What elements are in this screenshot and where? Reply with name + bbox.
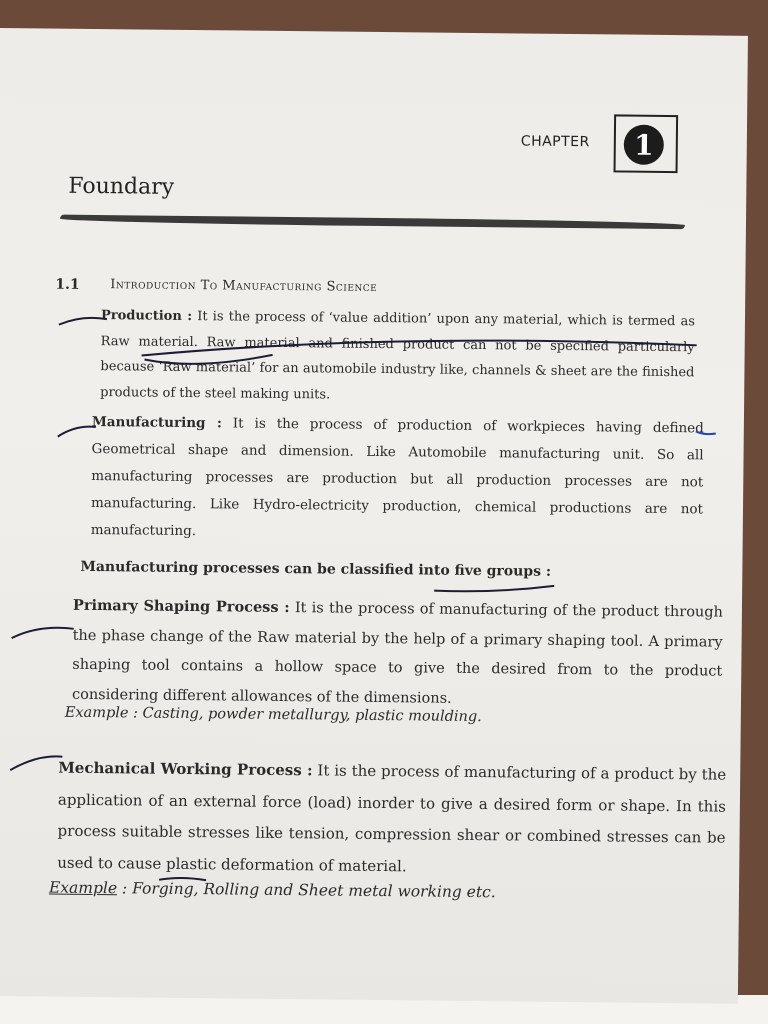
chapter-label: CHAPTER <box>520 133 590 151</box>
example-text: : Forging, Rolling and Sheet metal working etc. <box>116 879 496 902</box>
section-title: Introduction To Manufacturing Science <box>110 277 378 295</box>
term-manufacturing: Manufacturing : <box>91 413 222 432</box>
chapter-number: 1 <box>624 125 664 165</box>
example-primary-shaping: Example : Casting, powder metallurgy, plastic moulding. <box>64 704 482 726</box>
text-production: It is the process of ‘value addition’ upon any material, which is termed as Raw material. Raw material and finished product can not be specified particularly because ‘Raw material’ for an automobile industry like, channels & sheet are the finished products of the steel making units. <box>100 309 696 402</box>
section-number: 1.1 <box>55 276 80 293</box>
example-label: Example <box>48 878 118 898</box>
term-mechanical-working: Mechanical Working Process : <box>58 758 313 780</box>
term-primary-shaping: Primary Shaping Process : <box>72 596 290 617</box>
pen-annotation-marks <box>0 28 748 1004</box>
text-manufacturing: It is the process of production of workpieces having defined Geometrical shape and dimension. Like Automobile manufacturing unit. So all manufacturing processes are production but all production processes are not manufacturing. Like Hydro-electricity production, chemical productions are not manufacturing. <box>90 415 704 540</box>
text-mechanical-working: It is the process of manufacturing of a product by the application of an external force (load) inorder to give a desired form or shape. In this process suitable stresses like tension, compression shear or combined stresses can be used to cause plastic deformation of material. <box>57 761 727 875</box>
term-production: Production : <box>100 308 193 325</box>
page-title: Foundary <box>68 173 175 200</box>
classification-heading: Manufacturing processes can be classified into five groups : <box>80 558 552 580</box>
text-primary-shaping: It is the process of manufacturing of the product through the phase change of the Raw material by the help of a primary shaping tool. A primary shaping tool contains a hollow space to give the desired from to the product considering different allowances of the dimensions. <box>71 600 724 707</box>
document-page <box>0 28 748 1004</box>
